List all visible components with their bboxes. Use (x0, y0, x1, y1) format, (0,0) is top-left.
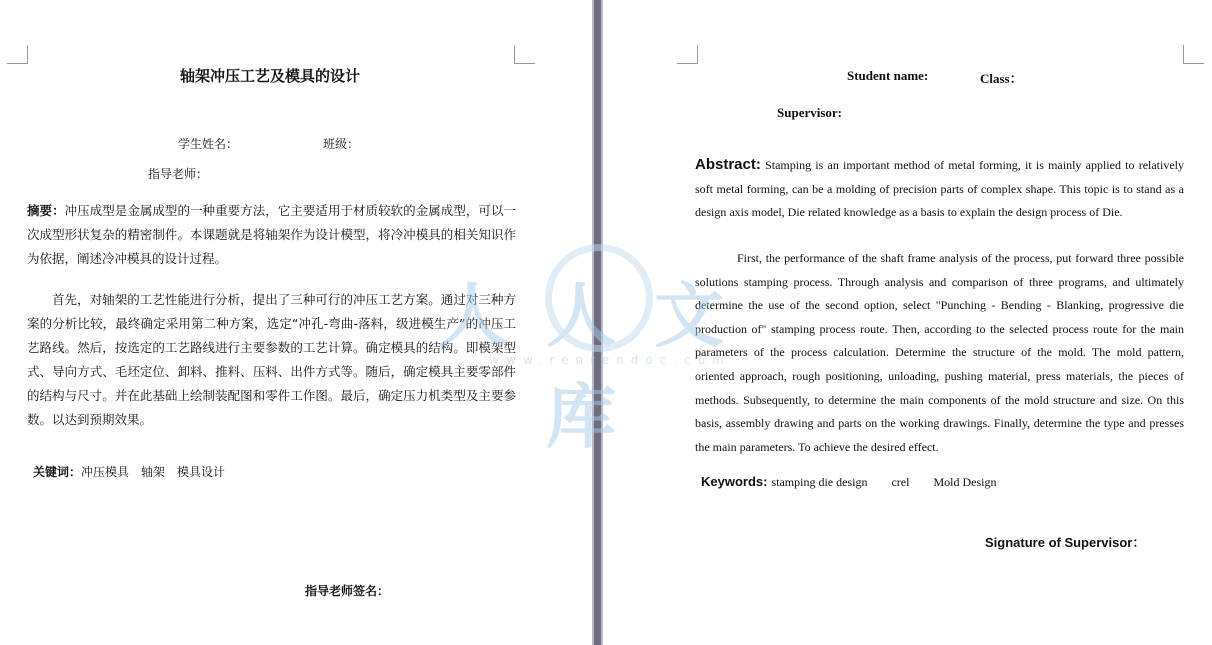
keywords-label: Keywords: (701, 474, 768, 489)
crop-mark-top-left (7, 45, 28, 64)
keyword-item: crel (891, 475, 910, 489)
keywords-line (701, 474, 1020, 490)
crop-mark-top-left (677, 45, 698, 64)
supervisor-label: Supervisor: (777, 105, 842, 120)
abstract-label: 摘要： (27, 203, 65, 218)
student-name-label: Student name: (847, 68, 929, 83)
abstract-paragraph (695, 153, 1184, 225)
keywords-label: 关键词： (33, 465, 82, 479)
keywords-line (33, 463, 237, 480)
body-paragraph: First, the performance of the shaft frame analysis of the process, put forward three possible solutions stamping process. Through analysis and comparison of three programs, and ultimately determine the use of the second option, select "Punching - Bending - Blanking, progressive die production of" stamping process route. Then, according to the selected process route for the main parameters of the process calculation. Determine the structure of the mold. The mold pattern, oriented approach, rough positioning, unloading, pushing material, press materials, the pieces of methods. Subsequently, to determine the main components of the mold structure and size. On this basis, assembly drawing and parts on the working drawings. Finally, determine the type and presses the main parameters. To achieve the desired effect. (695, 251, 1184, 454)
supervisor-label: 指导老师： (148, 167, 209, 181)
keyword-item: stamping die design (771, 475, 868, 489)
crop-mark-top-right (1183, 45, 1204, 64)
abstract-text: Stamping is an important method of metal forming, it is mainly applied to relatively soft metal forming, can be a molding of precision parts of complex shape. This topic is to stand as a design axis model, Die related knowledge as a basis to explain the design process of Die. (695, 158, 1185, 220)
page-gutter (590, 0, 605, 645)
keyword-item: 模具设计 (177, 465, 226, 479)
abstract-paragraph (27, 199, 516, 271)
keyword-item: 冲压模具 (81, 465, 130, 479)
signature-label: 指导老师签名： (305, 584, 390, 598)
document-title: 轴架冲压工艺及模具的设计 (179, 67, 360, 85)
abstract-text: 冲压成型是金属成型的一种重要方法，它主要适用于材质较软的金属成型，可以一次成型形状复杂的精密制件。本课题就是将轴架作为设计模型，将冷冲模具的相关知识作为依据，阐述冷冲模具的设计过程。 (27, 203, 516, 266)
crop-mark-top-right (514, 45, 535, 64)
class-label: Class： (980, 71, 1023, 86)
right-page (605, 0, 1212, 645)
page-divider (592, 0, 603, 645)
signature-label: Signature of Supervisor： (985, 535, 1146, 550)
body-paragraph: 首先，对轴架的工艺性能进行分析，提出了三种可行的冲压工艺方案。通过对三种方案的分析比较，最终确定采用第二种方案，选定“冲孔-弯曲-落料，级进模生产”的冲压工艺路线。然后，按选定的工艺路线进行主要参数的工艺计算。确定模具的结构。即模架型式、导向方式、毛坯定位、卸料、推料、压料、出件方式等。随后，确定模具主要零部件的结构与尺寸。并在此基础上绘制装配图和零件工作图。最后，确定压力机类型及主要参数。以达到预期效果。 (27, 292, 516, 427)
class-label: 班级： (323, 137, 360, 151)
watermark-text: 人人文库 (438, 275, 762, 458)
keyword-item: 轴架 (141, 465, 166, 479)
watermark-url: www.renrendoc.com (489, 353, 731, 367)
keyword-item: Mold Design (933, 475, 997, 489)
left-page (0, 0, 590, 645)
abstract-label: Abstract: (695, 156, 761, 173)
student-name-label: 学生姓名： (178, 137, 239, 151)
